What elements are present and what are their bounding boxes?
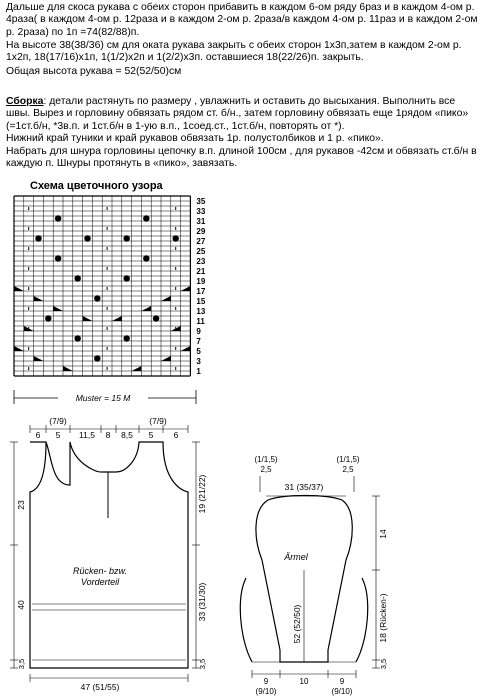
schema-title: Схема цветочного узора — [30, 180, 163, 192]
chart-dot — [143, 215, 149, 221]
chart-dot — [124, 235, 130, 241]
front-top-dim-5: 8,5 — [121, 430, 133, 440]
row-label: 1 — [196, 367, 201, 376]
sleeve-middle-dim: 52 (52/50) — [292, 604, 302, 644]
sleeve-bottom-frac-right: (9/10) — [331, 687, 353, 696]
sleeve-label: Ärmel — [284, 552, 308, 562]
repeat-label: Muster = 15 M — [75, 393, 131, 403]
row-label: 31 — [196, 217, 206, 226]
chart-dot — [55, 255, 61, 261]
front-left-size: (7/9) — [49, 416, 67, 426]
chart-triangle — [14, 346, 24, 351]
row-label: 5 — [196, 347, 201, 356]
assembly-text: : детали растянуть по размеру , увлажнить и оставить до высыхания. Выполнить все швы. Вырез и горловину обвязать рядом ст. б/н., затем горловину обвязать еще 1рядом «пико» (=1ст.б/н, *3в.п. и 1ст.б/н в 1-ую в.п., 1соед.ст., 1ст.б/н, повторять от *). — [6, 96, 469, 132]
chart-triangle — [161, 296, 171, 301]
front-top-dim-3: 11,5 — [79, 430, 95, 440]
sleeve-top-right-frac: (1/1,5) — [336, 455, 360, 464]
sleeve-top-width: 31 (35/37) — [284, 482, 324, 492]
chart-dot — [153, 315, 159, 321]
front-label-line1: Rücken- bzw. — [72, 566, 128, 576]
row-label: 13 — [196, 307, 206, 316]
front-right-dim-1: 19 (21/22) — [197, 474, 207, 514]
front-left-dim-1: 23 — [16, 500, 26, 510]
sleeve-bottom-dim-2: 10 — [299, 677, 309, 686]
chart-triangle — [181, 346, 191, 351]
chart-triangle — [34, 356, 44, 361]
chart-triangle — [112, 316, 122, 321]
row-label: 7 — [196, 337, 201, 346]
chart-grid — [14, 196, 190, 376]
row-label: 19 — [196, 277, 206, 286]
chart-triangle — [83, 316, 93, 321]
front-top-dim-7: 6 — [173, 430, 179, 440]
row-label: 27 — [196, 237, 206, 246]
instruction-paragraph-6: Набрать для шнура горловины цепочку в.п. длиной 100см , для рукавов -42см и обвязать ст.б/н в каждую п. Шнуры протянуть в «пико», завязать. — [6, 146, 477, 170]
instruction-paragraph-3: Общая высота рукава = 52(52/50)см — [6, 66, 182, 77]
row-label: 3 — [196, 357, 201, 366]
chart-dot — [124, 335, 130, 341]
row-label: 15 — [196, 297, 206, 306]
assembly-paragraph — [6, 96, 480, 133]
sleeve-top-left-val: 2,5 — [260, 465, 272, 474]
front-top-dim-1: 6 — [35, 430, 41, 440]
chart-triangle — [132, 366, 142, 371]
chart-dot — [143, 255, 149, 261]
sleeve-top-right-val: 2,5 — [342, 465, 354, 474]
chart-dot — [94, 295, 100, 301]
row-label: 11 — [196, 317, 205, 326]
chart-dot — [45, 315, 51, 321]
sleeve-right-dim-3: 3,5 — [379, 658, 388, 670]
front-piece-outline — [30, 442, 188, 668]
chart-dot — [124, 275, 130, 281]
row-label: 21 — [196, 267, 206, 276]
chart-dot — [84, 235, 90, 241]
sleeve-bottom-dim-3: 9 — [339, 677, 345, 686]
assembly-label: Сборка — [6, 96, 44, 107]
chart-dot — [75, 275, 81, 281]
chart-triangle — [53, 306, 63, 311]
flower-pattern-chart — [8, 192, 218, 414]
chart-triangle — [161, 356, 171, 361]
sleeve-bottom-dim-1: 9 — [263, 677, 269, 686]
sleeve-top-left-frac: (1/1,5) — [254, 455, 278, 464]
chart-triangle — [141, 306, 151, 311]
row-label: 35 — [196, 197, 206, 206]
front-left-dim-2: 40 — [16, 600, 26, 610]
chart-dot — [35, 235, 41, 241]
front-top-dim-2: 5 — [55, 430, 61, 440]
schematic-diagrams — [0, 410, 488, 698]
row-label: 9 — [196, 327, 201, 336]
front-left-dim-3: 3,5 — [17, 658, 26, 670]
front-right-dim-3: 3,5 — [198, 658, 207, 670]
front-top-dim-4: 8 — [105, 430, 111, 440]
sleeve-right-dim-2: 18 (Rücken-) — [378, 593, 388, 643]
chart-dot — [94, 355, 100, 361]
instruction-paragraph-2: На высоте 38(38/36) см для оката рукава закрыть с обеих сторон 1х3п,затем в каждом 2-ом р. 1х2п, 18(17/16)х1п, 1(1/2)х2п и 1(2/2)х3п. оставшиеся 18(22/26)п. закрыть. — [6, 40, 462, 64]
front-bottom-dim: 47 (51/55) — [80, 682, 120, 692]
row-label: 23 — [196, 257, 206, 266]
row-labels — [196, 197, 205, 376]
row-label: 17 — [196, 287, 206, 296]
instruction-paragraph-5: Нижний край туники и край рукавов обвязать 1р. полустолбиков и 1 р. «пико». — [6, 133, 384, 144]
chart-triangle — [181, 286, 191, 291]
chart-dot — [75, 335, 81, 341]
sleeve-right-dim-1: 14 — [378, 529, 388, 539]
chart-triangle — [34, 296, 44, 301]
front-top-dim-6: 5 — [148, 430, 154, 440]
chart-triangle — [63, 366, 73, 371]
row-label: 25 — [196, 247, 206, 256]
sleeve-bottom-frac-left: (9/10) — [255, 687, 277, 696]
front-label-line2: Vorderteil — [80, 577, 120, 587]
instruction-paragraph-1: Дальше для скоса рукава с обеих сторон прибавить в каждом 6-ом ряду 6раз и в каждом 4-ом р. 4раза( в каждом 4-ом р. 12раза и в каждом 2-ом р. 2раза/в каждом 4-ом р. 11раз и в каждом 2-ом р. 2раза) по 1п =74(82/88)п. — [6, 2, 478, 38]
front-right-dim-2: 33 (31/30) — [197, 582, 207, 622]
row-label: 29 — [196, 227, 206, 236]
chart-dot — [173, 235, 179, 241]
front-right-size: (7/9) — [149, 416, 167, 426]
row-label: 33 — [196, 207, 206, 216]
chart-triangle — [14, 286, 24, 291]
chart-dot — [55, 215, 61, 221]
